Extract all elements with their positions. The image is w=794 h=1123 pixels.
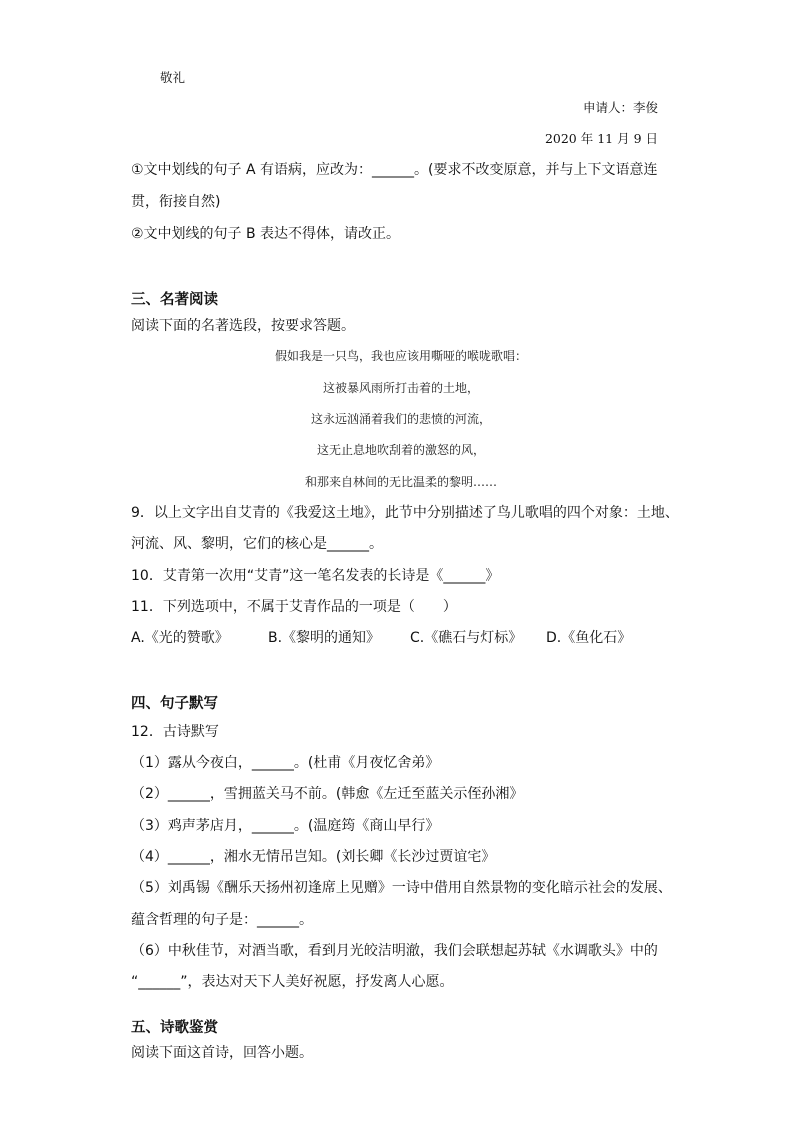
- section5-title: 五、诗歌鉴赏: [131, 1020, 218, 1036]
- section3-title: 三、名著阅读: [131, 292, 218, 308]
- recite-item-3: （3）鸡声茅店月，______。(温庭筠《商山早行》: [131, 818, 440, 834]
- recite-item-5-line1: （5）刘禹锡《酬乐天扬州初逢席上见赠》一诗中借用自然景物的变化暗示社会的发展、: [131, 880, 672, 896]
- recite-item-2: （2）______，雪拥蓝关马不前。(韩愈《左迁至蓝关示侄孙湘》: [131, 786, 524, 802]
- option-b: B.《黎明的通知》: [268, 630, 381, 646]
- poem-line-3: 这永远汹涌着我们的悲愤的河流，: [310, 412, 491, 426]
- question-item1-line2: 贯，衔接自然): [131, 194, 221, 210]
- poem-line-1: 假如我是一只鸟，我也应该用嘶哑的喉咙歌唱：: [274, 349, 527, 363]
- recite-item-5-line2: 蕴含哲理的句子是：______。: [131, 912, 313, 928]
- q9-line1: 9．以上文字出自艾青的《我爱这土地》，此节中分别描述了鸟儿歌唱的四个对象：土地、: [131, 505, 679, 521]
- question-item2: ②文中划线的句子 B 表达不得体，请改正。: [131, 226, 401, 242]
- q12: 12．古诗默写: [131, 724, 219, 740]
- q11: 11．下列选项中，不属于艾青作品的一项是（ ）: [131, 599, 457, 615]
- recite-item-6-line1: （6）中秋佳节，对酒当歌，看到月光皎洁明澈，我们会联想起苏轼《水调歌头》中的: [131, 943, 658, 959]
- recite-item-6-line2: “______”，表达对天下人美好祝愿，抒发离人心愿。: [131, 974, 454, 990]
- poem-line-5: 和那来自林间的无比温柔的黎明……: [304, 475, 497, 489]
- q10: 10．艾青第一次用“艾青”这一笔名发表的长诗是《______》: [131, 568, 500, 584]
- question-item1-line1: ①文中划线的句子 A 有语病，应改为：______。(要求不改变原意，并与上下文语意连: [131, 162, 658, 178]
- section4-title: 四、句子默写: [131, 696, 218, 712]
- letter-date: 2020 年 11 月 9 日: [544, 131, 658, 146]
- q9-line2: 河流、风、黎明，它们的核心是______。: [131, 536, 383, 552]
- letter-closing: 敬礼: [160, 70, 186, 85]
- option-c: C.《礁石与灯标》: [410, 630, 523, 646]
- poem-line-2: 这被暴风雨所打击着的土地，: [322, 381, 479, 395]
- section5-instruction: 阅读下面这首诗，回答小题。: [131, 1045, 313, 1061]
- poem-line-4: 这无止息地吹刮着的激怒的风，: [316, 443, 485, 457]
- section3-instruction: 阅读下面的名著选段，按要求答题。: [131, 318, 355, 334]
- recite-item-1: （1）露从今夜白，______。(杜甫《月夜忆舍弟》: [131, 755, 440, 771]
- option-a: A.《光的赞歌》: [131, 630, 229, 646]
- option-d: D.《鱼化石》: [546, 630, 632, 646]
- recite-item-4: （4）______，湘水无情吊岂知。(刘长卿《长沙过贾谊宅》: [131, 849, 496, 865]
- letter-applicant: 申请人：李俊: [582, 100, 658, 115]
